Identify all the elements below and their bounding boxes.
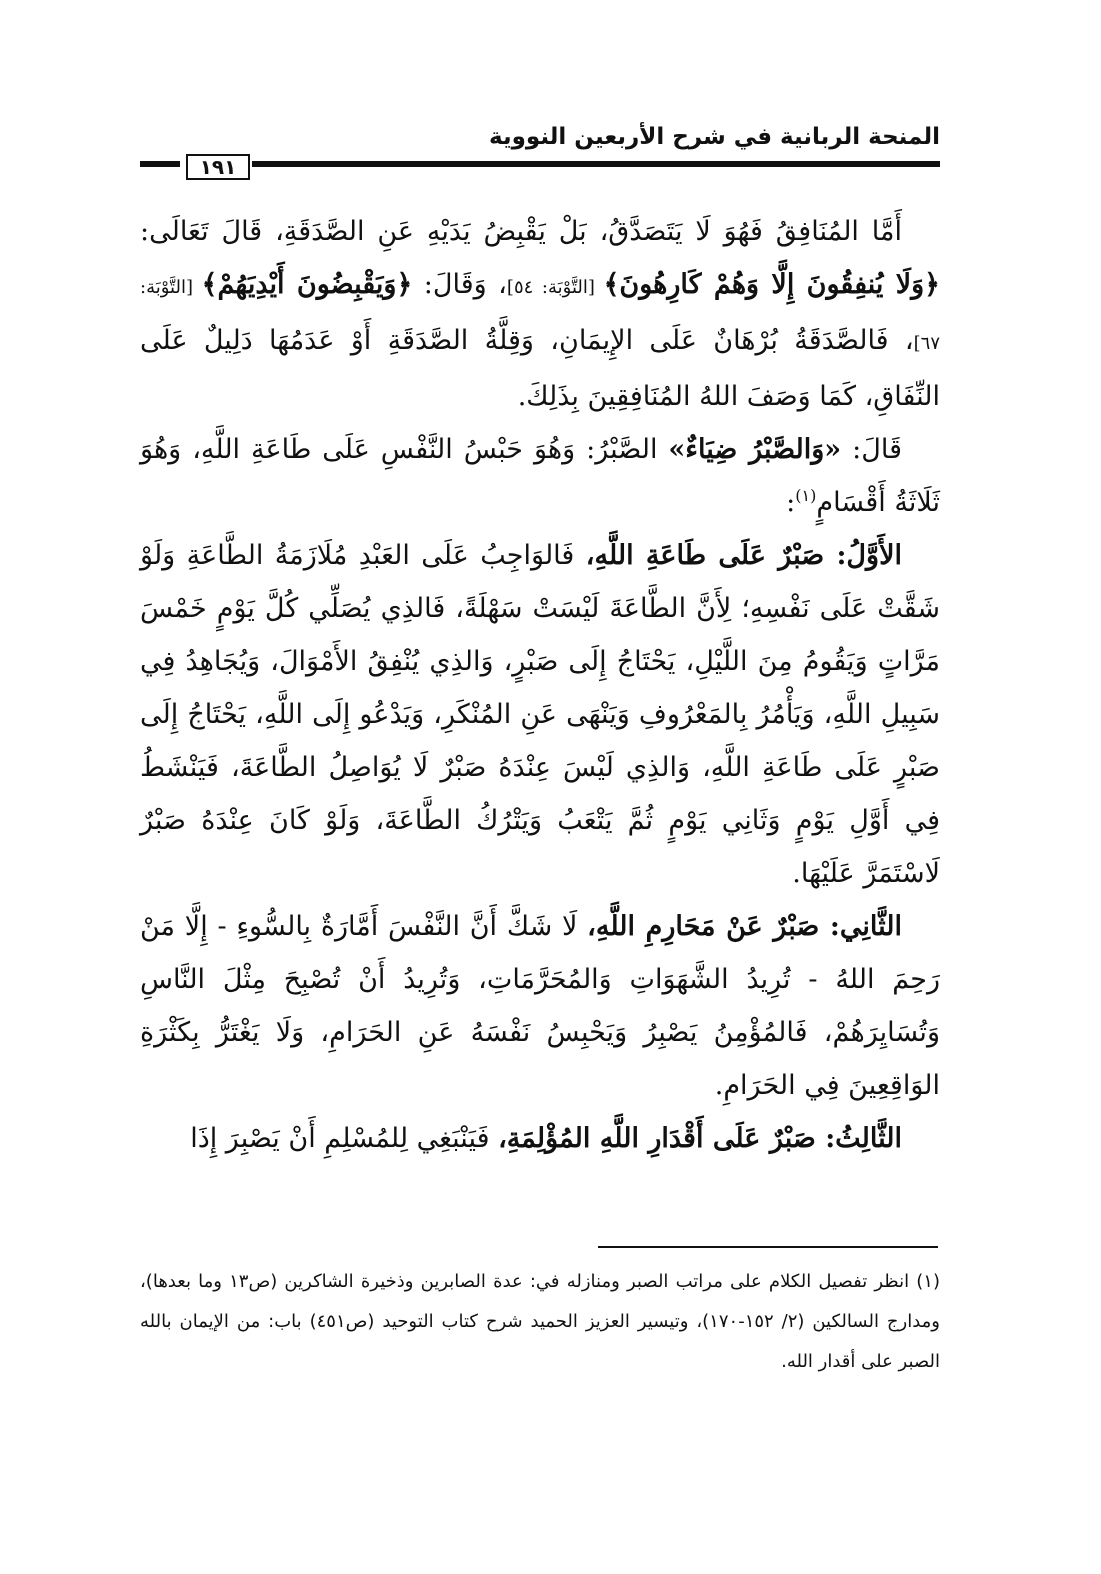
paragraph-patience-decrees	[140, 1112, 940, 1165]
footnotes	[140, 1262, 940, 1382]
book-title: المنحة الربانية في شرح الأربعين النووية	[489, 124, 940, 150]
text-span: ، فَالصَّدَقَةُ بُرْهَانٌ عَلَى الإِيمَانِ، وَقِلَّةُ الصَّدَقَةِ أَوْ عَدَمُهَا دَلِيلٌ عَلَى النِّفَاقِ، كَمَا وَصَفَ اللهُ المُنَافِقِينَ بِذَلِكَ.	[140, 325, 940, 412]
paragraph-patience-prohibitions	[140, 900, 940, 1112]
verse-reference: [التَّوْبَة: ٥٤]	[506, 277, 604, 298]
text-span: فَيَنْبَغِي لِلمُسْلِمِ أَنْ يَصْبِرَ إِذَا	[190, 1123, 499, 1154]
text-span: الصَّبْرُ: وَهُوَ حَبْسُ النَّفْسِ عَلَى طَاعَةِ اللَّهِ، وَهُوَ ثَلَاثَةُ أَقْسَامٍ	[140, 434, 940, 518]
paragraph-patience-definition	[140, 423, 940, 529]
section-lead: الثَّانِي: صَبْرٌ عَنْ مَحَارِمِ اللَّهِ،	[587, 911, 902, 942]
verse-reference: [التَّوْبَة: ٦٧]	[140, 277, 940, 354]
footnote-1: (١) انظر تفصيل الكلام على مراتب الصبر ومنازله في: عدة الصابرين وذخيرة الشاكرين (ص١٣ وما بعدها)، ومدارج السالكين (٢/ ١٥٢-١٧٠)، وتيسير العزيز الحميد شرح كتاب التوحيد (ص٤٥١) باب: من الإيمان بالله الصبر على أقدار الله.	[140, 1271, 940, 1372]
text-span: أَمَّا المُنَافِقُ فَهُوَ لَا يَتَصَدَّقُ، بَلْ يَقْبِضُ يَدَيْهِ عَنِ الصَّدَقَةِ، قَالَ تَعَالَى:	[140, 216, 902, 247]
main-text	[140, 205, 940, 1165]
hadith-quote: «وَالصَّبْرُ ضِيَاءٌ»	[668, 434, 842, 465]
text-span: لَا شَكَّ أَنَّ النَّفْسَ أَمَّارَةٌ بِالسُّوءِ - إِلَّا مَنْ رَحِمَ اللهُ - تُرِيدُ الشَّهَوَاتِ وَالمُحَرَّمَاتِ، وَتُرِيدُ أَنْ تُصْبِحَ مِثْلَ النَّاسِ وَتُسَايِرَهُمْ، فَالمُؤْمِنُ يَصْبِرُ وَيَحْبِسُ نَفْسَهُ عَنِ الحَرَامِ، وَلَا يَغْتَرُّ بِكَثْرَةِ الوَاقِعِينَ فِي الحَرَامِ.	[140, 911, 940, 1101]
quran-verse: ﴿وَيَقْبِضُونَ أَيْدِيَهُمْ﴾	[201, 269, 413, 300]
page-header	[140, 120, 940, 180]
quran-verse: ﴿وَلَا يُنفِقُونَ إِلَّا وَهُمْ كَارِهُونَ﴾	[603, 269, 941, 300]
text-span: :	[786, 487, 796, 518]
text-span: فَالوَاجِبُ عَلَى العَبْدِ مُلَازَمَةُ الطَّاعَةِ وَلَوْ شَقَّتْ عَلَى نَفْسِهِ؛ لِأَنَّ الطَّاعَةَ لَيْسَتْ سَهْلَةً، فَالذِي يُصَلِّي كُلَّ يَوْمٍ خَمْسَ مَرَّاتٍ وَيَقُومُ مِنَ اللَّيْلِ، يَحْتَاجُ إِلَى صَبْرٍ، وَالذِي يُنْفِقُ الأَمْوَالَ، وَيُجَاهِدُ فِي سَبِيلِ اللَّهِ، وَيَأْمُرُ بِالمَعْرُوفِ وَيَنْهَى عَنِ المُنْكَرِ، وَيَدْعُو إِلَى اللَّهِ، يَحْتَاجُ إِلَى صَبْرٍ عَلَى طَاعَةِ اللَّهِ، وَالذِي لَيْسَ عِنْدَهُ صَبْرٌ لَا يُوَاصِلُ الطَّاعَةَ، فَيَنْشَطُ فِي أَوَّلِ يَوْمٍ وَثَانِي يَوْمٍ ثُمَّ يَتْعَبُ وَيَتْرُكُ الطَّاعَةَ، وَلَوْ كَانَ عِنْدَهُ صَبْرٌ لَاسْتَمَرَّ عَلَيْهَا.	[140, 540, 940, 889]
section-lead: الثَّالِثُ: صَبْرٌ عَلَى أَقْدَارِ اللَّهِ المُؤْلِمَةِ،	[498, 1123, 902, 1154]
footnote-divider	[598, 1246, 938, 1248]
header-rule-long	[252, 161, 940, 167]
page-number: ١٩١	[186, 154, 250, 180]
footnote-marker: (١)	[795, 486, 817, 505]
text-span: ، وَقَالَ:	[412, 269, 507, 300]
section-lead: الأَوَّلُ: صَبْرٌ عَلَى طَاعَةِ اللَّهِ،	[585, 540, 902, 571]
text-span: قَالَ:	[841, 434, 903, 465]
paragraph-hypocrite-charity	[140, 205, 940, 423]
header-rule-short	[140, 161, 180, 167]
paragraph-patience-obedience	[140, 529, 940, 900]
